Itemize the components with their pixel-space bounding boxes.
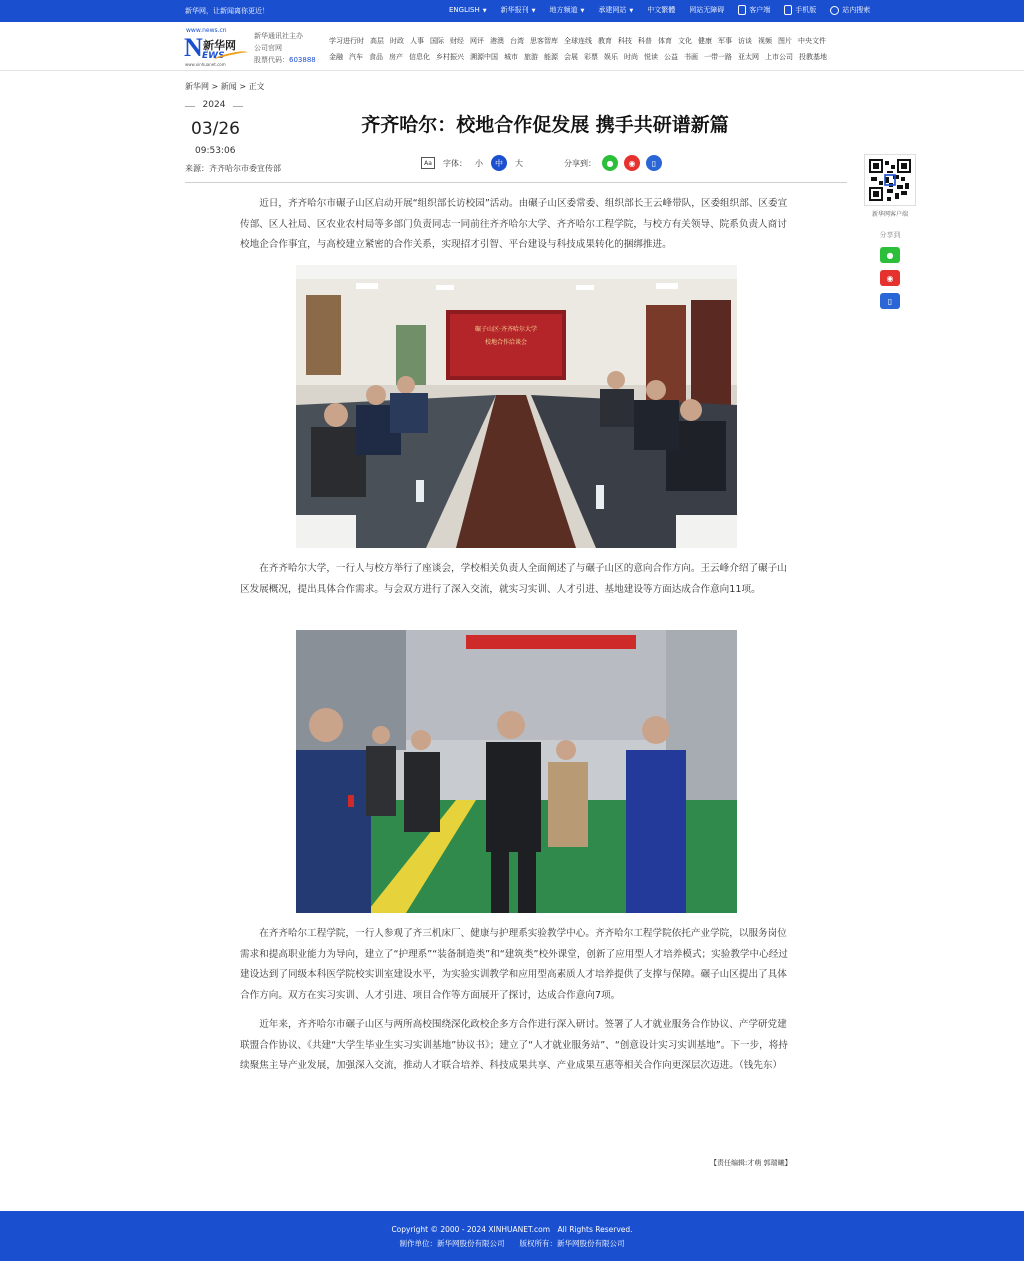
logo-ews-glyph: EWS xyxy=(202,51,225,61)
logo-n-glyph: N xyxy=(184,33,203,62)
channel-nav-item[interactable]: 台湾 xyxy=(510,37,524,45)
channel-nav-item[interactable]: 悦读 xyxy=(644,53,658,61)
nav-newspapers[interactable]: 新华报刊 ▼ xyxy=(500,6,536,14)
channel-nav-item[interactable]: 财经 xyxy=(450,37,464,45)
channel-nav-item[interactable]: 学习进行时 xyxy=(329,37,364,45)
screen-text-line-1: 碾子山区·齐齐哈尔大学 xyxy=(475,326,537,333)
article-paragraph-3: 在齐齐哈尔工程学院，一行人参观了齐三机床厂、健康与护理系实验教学中心。齐齐哈尔工程学院依托产业学院，以服务岗位需求和提高职业能力为导向，建立了“护理系”“装备制造类”和“建筑类”校外课堂，创新了应用型人才培养模式；实验教学中心经过建设达到了同级本科医学院校实训室建设水平，为实验实训教学和应用型高素质人才培养提供了支撑与保障。碾子山区提出了具体合作方向。双方在实习实训、人才引进、项目合作等方面展开了探讨，达成合作意向7项。 xyxy=(240,928,788,1001)
channel-nav-item[interactable]: 教育 xyxy=(598,37,612,45)
site-header xyxy=(0,22,1024,71)
wechat-share-icon[interactable]: ● xyxy=(602,155,618,171)
nav-built-sites[interactable]: 承建网站 ▼ xyxy=(598,6,634,14)
publish-month-day: 03/26 xyxy=(191,119,240,139)
nav-accessibility[interactable]: 网站无障碍 xyxy=(689,6,725,14)
font-size-control: Aa 字体： 小 中 大 xyxy=(421,155,523,171)
mobile-share-icon[interactable]: ▯ xyxy=(646,155,662,171)
header-divider xyxy=(185,182,847,183)
corp-info: 新华通讯社主办 公司官网 股票代码：603888 xyxy=(254,32,316,64)
channel-nav-item[interactable]: 时政 xyxy=(390,37,404,45)
nav-english[interactable]: ENGLISH ▼ xyxy=(449,6,487,14)
channel-nav-item[interactable]: 会展 xyxy=(564,53,578,61)
sidebar-mobile-icon[interactable]: ▯ xyxy=(880,293,900,309)
article-title: 齐齐哈尔：校地合作促发展 携手共研谱新篇 xyxy=(361,114,729,136)
channel-nav-item[interactable]: 娱乐 xyxy=(604,53,618,61)
channel-nav-item[interactable]: 能源 xyxy=(544,53,558,61)
channel-nav-item[interactable]: 人事 xyxy=(410,37,424,45)
channel-nav-item[interactable]: 健康 xyxy=(698,37,712,45)
footer-producer: 制作单位：新华网股份有限公司 版权所有：新华网股份有限公司 xyxy=(399,1239,625,1248)
channel-nav-item[interactable]: 体育 xyxy=(658,37,672,45)
channel-nav-item[interactable]: 彩票 xyxy=(584,53,598,61)
channel-nav-item[interactable]: 图片 xyxy=(778,37,792,45)
breadcrumb[interactable]: 新华网 > 新闻 > 正文 xyxy=(185,82,265,91)
channel-nav-item[interactable]: 汽车 xyxy=(349,53,363,61)
font-large-button[interactable]: 大 xyxy=(515,158,523,168)
responsible-editor: 【责任编辑:才萌 郭瑞曦】 xyxy=(710,1159,792,1167)
channel-nav-item[interactable]: 一带一路 xyxy=(704,53,732,61)
channel-nav-row-2 xyxy=(329,52,827,62)
nav-local-channels[interactable]: 地方频道 ▼ xyxy=(549,6,585,14)
channel-nav-item[interactable]: 国际 xyxy=(430,37,444,45)
channel-nav-item[interactable]: 时尚 xyxy=(624,53,638,61)
channel-nav-item[interactable]: 科技 xyxy=(618,37,632,45)
screen-text-line-2: 校地合作洽谈会 xyxy=(484,339,528,346)
nav-traditional-chinese[interactable]: 中文繁體 xyxy=(647,6,676,14)
channel-nav-item[interactable]: 港澳 xyxy=(490,37,504,45)
channel-nav-item[interactable]: 乡村振兴 xyxy=(436,53,464,61)
font-size-icon: Aa xyxy=(421,157,435,169)
app-qr-code[interactable] xyxy=(864,154,916,206)
publish-year: 2024 xyxy=(185,100,243,110)
font-small-button[interactable]: 小 xyxy=(475,158,483,168)
nav-search[interactable]: 站内搜索 xyxy=(830,5,870,15)
channel-nav-item[interactable]: 军事 xyxy=(718,37,732,45)
channel-nav-item[interactable]: 书画 xyxy=(684,53,698,61)
article-photo-visit xyxy=(296,630,737,913)
qr-code-icon xyxy=(869,159,911,201)
publish-time: 09:53:06 xyxy=(195,146,236,156)
meeting-photo-illustration xyxy=(296,265,737,548)
channel-nav-item[interactable]: 溯源中国 xyxy=(470,53,498,61)
channel-nav-item[interactable]: 食品 xyxy=(369,53,383,61)
phone-icon xyxy=(738,5,746,15)
top-bar xyxy=(0,0,1024,22)
stock-code[interactable]: 603888 xyxy=(289,56,316,64)
channel-nav-row-1 xyxy=(329,36,826,46)
channel-nav-item[interactable]: 访谈 xyxy=(738,37,752,45)
chevron-down-icon: ▼ xyxy=(580,8,585,14)
channel-nav-item[interactable]: 中央文件 xyxy=(798,37,826,45)
right-sidebar: 新华网客户端 分享到 ● ◉ ▯ xyxy=(864,154,916,309)
channel-nav-item[interactable]: 上市公司 xyxy=(765,53,793,61)
channel-nav-item[interactable]: 文化 xyxy=(678,37,692,45)
footer-copyright: Copyright © 2000 - 2024 XINHUANET.com All Rights Reserved. xyxy=(391,1225,633,1234)
channel-nav-item[interactable]: 公益 xyxy=(664,53,678,61)
article-photo-meeting xyxy=(296,265,737,548)
channel-nav-item[interactable]: 房产 xyxy=(389,53,403,61)
article-source: 来源：齐齐哈尔市委宣传部 xyxy=(185,164,281,173)
share-bar: 分享到： ● ◉ ▯ xyxy=(564,155,662,171)
chevron-down-icon: ▼ xyxy=(482,8,487,14)
article-paragraph-2: 在齐齐哈尔大学，一行人与校方举行了座谈会，学校相关负责人全面阐述了与碾子山区的意向合作方向。王云峰介绍了碾子山区发展概况，提出具体合作需求。与会双方进行了深入交流，就实习实训、人才引进、基地建设等方面达成合作意向11项。 xyxy=(240,563,787,595)
channel-nav-item[interactable]: 信息化 xyxy=(409,53,430,61)
mobile-icon xyxy=(784,5,792,15)
article-paragraph-4: 近年来，齐齐哈尔市碾子山区与两所高校围绕深化政校企多方合作进行深入研讨。签署了人才就业服务合作协议、产学研党建联盟合作协议、《共建“大学生毕业生实习实训基地”协议书》；建立了“人才就业服务站”、“创意设计实习实训基地”。下一步，将持续聚焦主导产业发展，加强深入交流，推动人才联合培养、科技成果共享、产业成果互惠等相关合作向更深层次迈进。（钱先东） xyxy=(240,1019,788,1071)
channel-nav-item[interactable]: 网评 xyxy=(470,37,484,45)
top-nav xyxy=(449,5,870,15)
chevron-down-icon: ▼ xyxy=(629,8,634,14)
channel-nav-item[interactable]: 城市 xyxy=(504,53,518,61)
channel-nav-item[interactable]: 科普 xyxy=(638,37,652,45)
channel-nav-item[interactable]: 高层 xyxy=(370,37,384,45)
weibo-share-icon[interactable]: ◉ xyxy=(624,155,640,171)
search-icon xyxy=(830,6,839,15)
site-slogan: 新华网，让新闻离你更近！ xyxy=(185,7,269,15)
channel-nav-item[interactable]: 金融 xyxy=(329,53,343,61)
channel-nav-item[interactable]: 亚太网 xyxy=(738,53,759,61)
nav-client[interactable]: 客户端 xyxy=(738,5,770,15)
visit-photo-illustration xyxy=(296,630,737,913)
chevron-down-icon: ▼ xyxy=(531,8,536,14)
channel-nav-item[interactable]: 全球连线 xyxy=(564,37,592,45)
article-paragraph-1: 近日，齐齐哈尔市碾子山区启动开展“组织部长访校园”活动。由碾子山区委常委、组织部长王云峰带队，区委组织部、区委宣传部、区人社局、区农业农村局等多部门负责同志一同前往齐齐哈尔大学、齐齐哈尔工程学院，与校方有关领导、院系负责人商讨校地企合作事宜，与高校建立紧密的合作关系，实现招才引智、平台建设与科技成果转化的捆绑推进。 xyxy=(240,198,788,250)
channel-nav-item[interactable]: 投教基地 xyxy=(799,53,827,61)
channel-nav-item[interactable]: 思客智库 xyxy=(530,37,558,45)
channel-nav-item[interactable]: 旅游 xyxy=(524,53,538,61)
channel-nav-item[interactable]: 视频 xyxy=(758,37,772,45)
site-footer xyxy=(0,1211,1024,1261)
sidebar-wechat-icon[interactable]: ● xyxy=(880,247,900,263)
font-medium-button[interactable]: 中 xyxy=(491,155,507,171)
nav-mobile[interactable]: 手机版 xyxy=(784,5,816,15)
sidebar-weibo-icon[interactable]: ◉ xyxy=(880,270,900,286)
xinhua-logo[interactable]: www.news.cn N 新华网 EWS www.xinhuanet.com xyxy=(184,25,250,69)
